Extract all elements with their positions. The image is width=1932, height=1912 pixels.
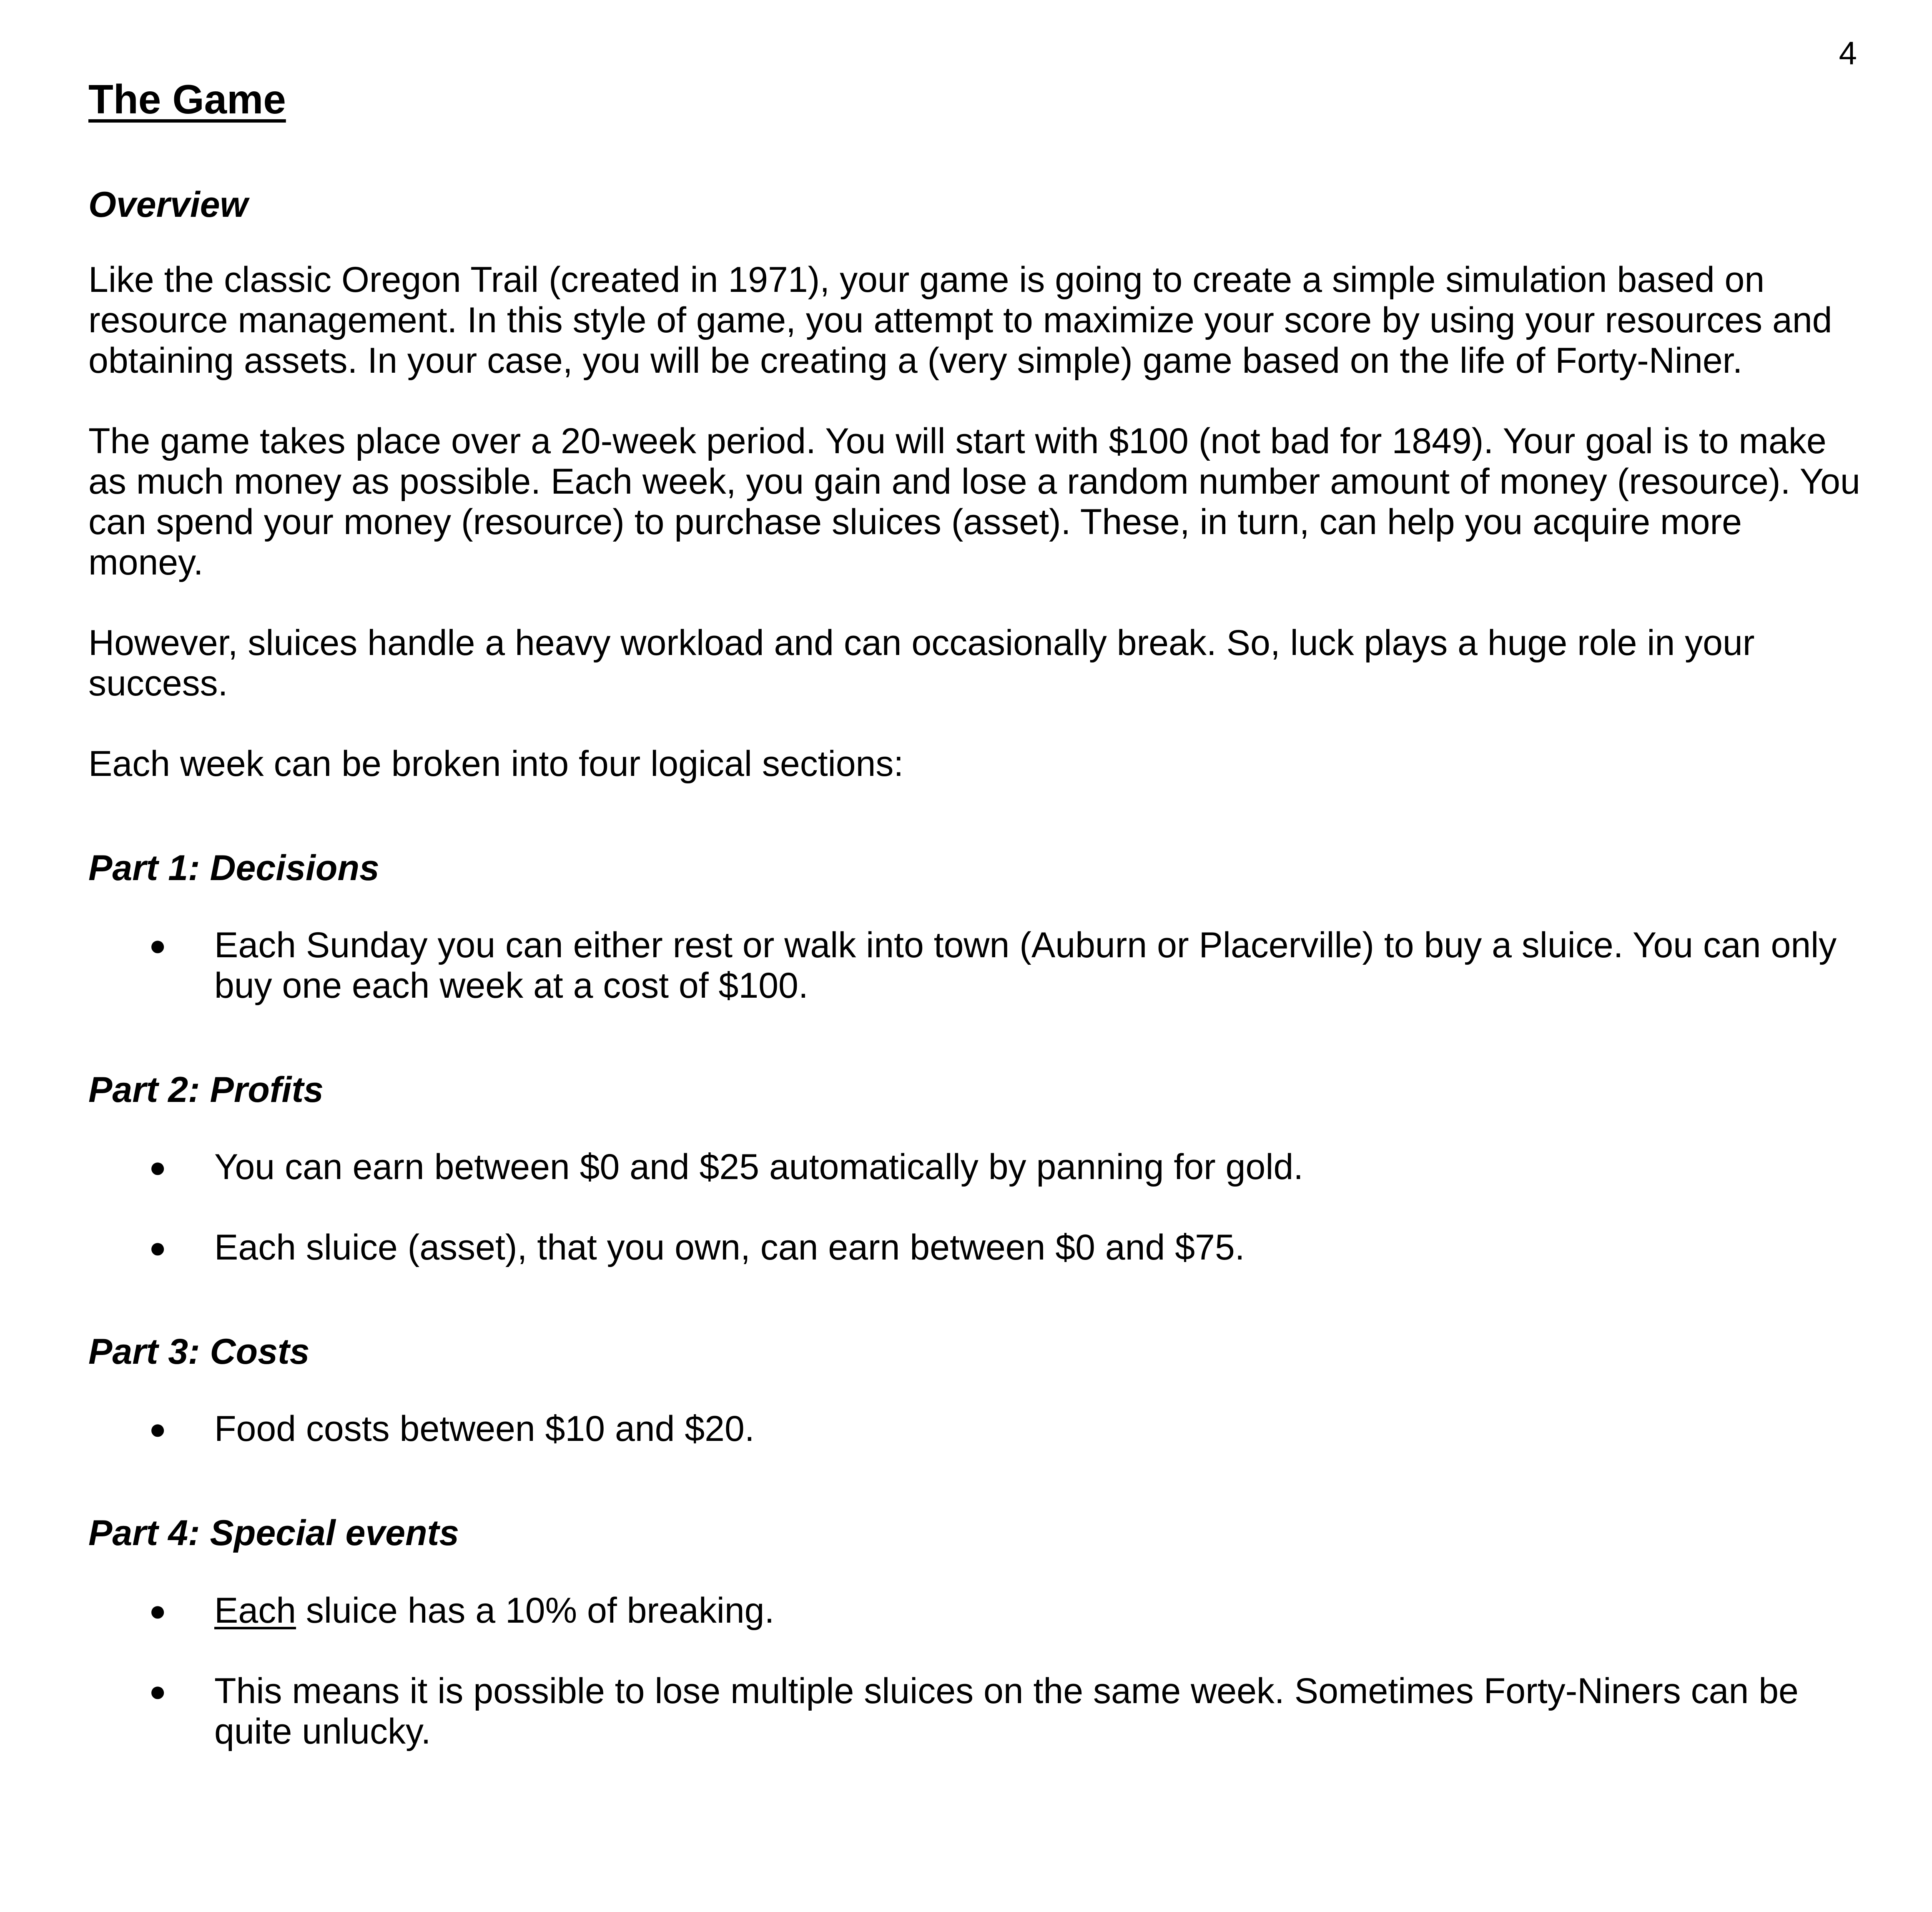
part-2-heading: Part 2: Profits [88, 1069, 324, 1110]
list-item [88, 1147, 1860, 1187]
overview-paragraph-4: Each week can be broken into four logical sections: [88, 743, 904, 784]
list-item-text: Each sluice (asset), that you own, can earn between $0 and $75. [214, 1227, 1245, 1268]
part-2-list [88, 1147, 1860, 1268]
bullet-icon: ● [149, 1594, 167, 1627]
list-item-text: Each Sunday you can either rest or walk into town (Auburn or Placerville) to buy a sluice. You can only buy one each week at a cost of $100. [214, 925, 1837, 1006]
list-item [88, 1409, 1860, 1449]
bullet-icon: ● [149, 1151, 167, 1184]
list-item-text: Food costs between $10 and $20. [214, 1409, 755, 1449]
list-item [88, 1671, 1860, 1752]
bullet-icon: ● [149, 928, 167, 961]
page-title: The Game [88, 76, 286, 122]
list-item-text: This means it is possible to lose multiple sluices on the same week. Sometimes Forty-Niners can be quite unlucky. [214, 1671, 1799, 1751]
list-item [88, 1591, 1860, 1631]
part-3-list [88, 1409, 1860, 1449]
page-number: 4 [1839, 35, 1857, 71]
part-3-heading: Part 3: Costs [88, 1332, 310, 1372]
emphasis-underlined: Each [214, 1590, 296, 1631]
list-item [88, 925, 1860, 1006]
bullet-icon: ● [149, 1231, 167, 1264]
document-body [88, 75, 1860, 1752]
overview-heading: Overview [88, 184, 248, 225]
overview-paragraph-3: However, sluices handle a heavy workload and can occasionally break. So, luck plays a huge role in your success. [88, 622, 1755, 703]
list-item [88, 1227, 1860, 1268]
part-4-list [88, 1591, 1860, 1752]
part-1-list [88, 925, 1860, 1006]
part-4-heading: Part 4: Special events [88, 1513, 459, 1553]
bullet-icon: ● [149, 1674, 167, 1707]
bullet-icon: ● [149, 1413, 167, 1445]
part-1-heading: Part 1: Decisions [88, 848, 379, 888]
overview-paragraph-2: The game takes place over a 20-week period. You will start with $100 (not bad for 1849). Your goal is to make as much money as possible. Each week, you gain and lose a random number amount of money (resource). You can spend your money (resource) to purchase sluices (asset). These, in turn, can help you acquire more money. [88, 421, 1860, 582]
list-item-text: You can earn between $0 and $25 automatically by panning for gold. [214, 1147, 1304, 1187]
list-item-text: sluice has a 10% of breaking. [296, 1590, 775, 1631]
overview-paragraph-1: Like the classic Oregon Trail (created in 1971), your game is going to create a simple simulation based on resource management. In this style of game, you attempt to maximize your score by using your resources and obtaining assets. In your case, you will be creating a (very simple) game based on the life of Forty-Niner. [88, 259, 1832, 381]
